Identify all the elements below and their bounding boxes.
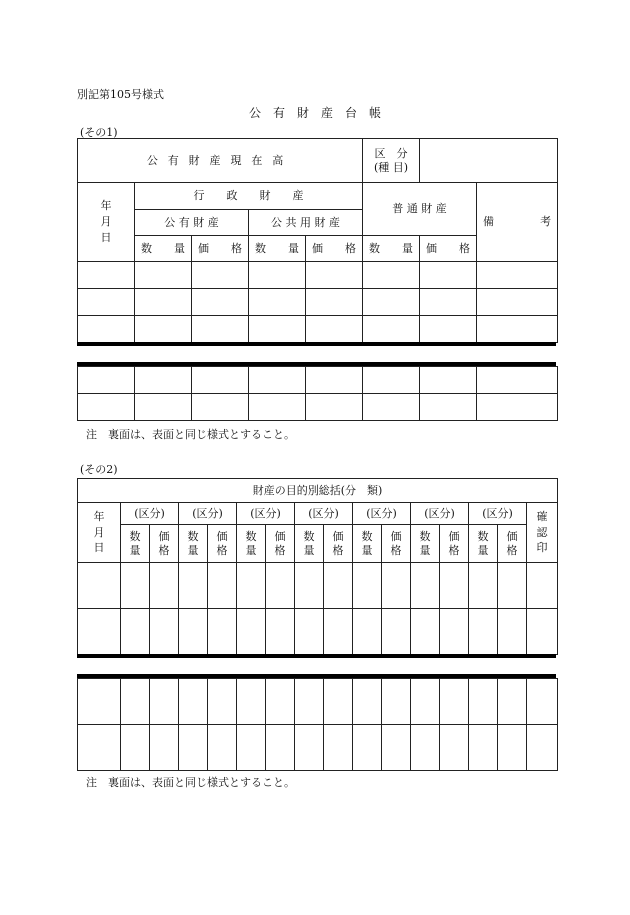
quantity-header: 数 量 <box>469 525 498 563</box>
gyosei-label: 行 政 財 産 <box>193 189 304 203</box>
table-cell[interactable] <box>469 609 498 655</box>
table-cell[interactable] <box>135 316 192 343</box>
table-cell[interactable] <box>266 679 295 725</box>
table-cell[interactable] <box>411 725 440 771</box>
price-header: 価 格 <box>324 525 353 563</box>
table-cell[interactable] <box>527 563 558 609</box>
table-cell[interactable] <box>192 367 249 394</box>
quantity-header: 数 量 <box>363 236 420 262</box>
part2-label: (その2) <box>80 463 118 476</box>
date-label-day: 日 <box>100 230 112 244</box>
table-cell[interactable] <box>237 609 266 655</box>
date-label-month: 月 <box>93 525 105 539</box>
quantity-header: 数 量 <box>121 525 150 563</box>
table-cell[interactable] <box>295 679 324 725</box>
page-title: 公 有 財 産 台 帳 <box>248 106 381 120</box>
quantity-header: 数 量 <box>237 525 266 563</box>
table-cell[interactable] <box>477 289 558 316</box>
ledger-table-2-continued <box>77 678 558 771</box>
kubun-header: (区分) <box>121 503 179 525</box>
table-cell[interactable] <box>150 609 179 655</box>
price-header: 価 格 <box>420 236 477 262</box>
table-cell[interactable] <box>208 725 237 771</box>
table-cell[interactable] <box>266 609 295 655</box>
table-cell[interactable] <box>208 679 237 725</box>
koyu-label-cell <box>135 210 249 236</box>
table-cell[interactable] <box>179 563 208 609</box>
table-cell[interactable] <box>249 394 306 421</box>
kubun-sub-label: (種 目) <box>374 160 409 174</box>
table-cell[interactable] <box>363 316 420 343</box>
summary-label: 公有財産現在高 <box>146 153 294 167</box>
table-cell[interactable] <box>411 609 440 655</box>
table-cell[interactable] <box>192 394 249 421</box>
date-label-cell <box>78 183 135 262</box>
kokyo-label-cell <box>249 210 363 236</box>
table-cell[interactable] <box>382 725 411 771</box>
table-cell[interactable] <box>179 679 208 725</box>
kubun-label-cell <box>363 139 420 183</box>
table-cell[interactable] <box>121 679 150 725</box>
table-cell[interactable] <box>121 725 150 771</box>
table-cell[interactable] <box>420 394 477 421</box>
form-label: 別記第105号様式 <box>77 88 164 101</box>
table-cell[interactable] <box>498 679 527 725</box>
table-cell[interactable] <box>353 609 382 655</box>
table-cell[interactable] <box>477 316 558 343</box>
table-cell[interactable] <box>353 725 382 771</box>
table-cell[interactable] <box>477 394 558 421</box>
table-cell[interactable] <box>295 725 324 771</box>
kubun-header: (区分) <box>179 503 237 525</box>
table-cell[interactable] <box>306 316 363 343</box>
table-row <box>78 679 558 725</box>
table-cell[interactable] <box>150 679 179 725</box>
table-cell[interactable] <box>363 394 420 421</box>
table-cell[interactable] <box>477 367 558 394</box>
table-cell[interactable] <box>306 367 363 394</box>
table-cell[interactable] <box>78 609 121 655</box>
part2-header: 財産の目的別総括(分 類) <box>252 483 383 497</box>
price-header: 価 格 <box>192 236 249 262</box>
table-cell[interactable] <box>266 725 295 771</box>
table-cell[interactable] <box>382 563 411 609</box>
table-cell[interactable] <box>237 725 266 771</box>
table-cell[interactable] <box>498 609 527 655</box>
table-cell[interactable] <box>363 289 420 316</box>
table-cell[interactable] <box>411 679 440 725</box>
table-cell[interactable] <box>440 725 469 771</box>
table-cell[interactable] <box>135 394 192 421</box>
price-header: 価 格 <box>382 525 411 563</box>
table-cell[interactable] <box>237 679 266 725</box>
table-cell[interactable] <box>420 367 477 394</box>
table-cell[interactable] <box>249 367 306 394</box>
table-cell[interactable] <box>150 725 179 771</box>
table-row <box>78 609 558 655</box>
biko-label-cell <box>477 183 558 262</box>
quantity-header: 数 量 <box>353 525 382 563</box>
break-line <box>77 342 556 346</box>
price-header: 価 格 <box>266 525 295 563</box>
kubun-header: (区分) <box>411 503 469 525</box>
table-cell[interactable] <box>135 367 192 394</box>
kubun-label: 区 分 <box>374 146 408 160</box>
table-cell[interactable] <box>527 609 558 655</box>
quantity-header: 数 量 <box>179 525 208 563</box>
kubun-header: (区分) <box>469 503 527 525</box>
quantity-header: 数 量 <box>249 236 306 262</box>
note-1: 注 裏面は、表面と同じ様式とすること。 <box>86 428 295 441</box>
table-cell[interactable] <box>382 679 411 725</box>
table-cell[interactable] <box>78 679 121 725</box>
summary-label-cell <box>78 139 363 183</box>
price-header: 価 格 <box>306 236 363 262</box>
table-cell[interactable] <box>353 563 382 609</box>
table-cell[interactable] <box>78 262 135 289</box>
table-cell[interactable] <box>324 609 353 655</box>
table-cell[interactable] <box>121 563 150 609</box>
table-cell[interactable] <box>469 563 498 609</box>
table-cell[interactable] <box>192 316 249 343</box>
table-cell[interactable] <box>249 289 306 316</box>
table-cell[interactable] <box>440 563 469 609</box>
table-cell[interactable] <box>382 609 411 655</box>
table-cell[interactable] <box>179 609 208 655</box>
table-row <box>78 394 558 421</box>
table-cell[interactable] <box>420 262 477 289</box>
table-cell[interactable] <box>420 316 477 343</box>
table-cell[interactable] <box>411 563 440 609</box>
biko-label-2: 考 <box>540 215 552 229</box>
break-line <box>77 654 556 658</box>
part2-header-cell <box>78 479 558 503</box>
table-cell[interactable] <box>498 563 527 609</box>
table-cell[interactable] <box>237 563 266 609</box>
table-cell[interactable] <box>135 289 192 316</box>
gyosei-label-cell <box>135 183 363 210</box>
kubun-value-cell[interactable] <box>420 139 558 183</box>
table-row <box>78 262 558 289</box>
table-cell[interactable] <box>78 316 135 343</box>
note-2: 注 裏面は、表面と同じ様式とすること。 <box>86 776 295 789</box>
table-row <box>78 316 558 343</box>
table-cell[interactable] <box>477 262 558 289</box>
table-cell[interactable] <box>295 609 324 655</box>
part1-label: (その1) <box>80 126 118 139</box>
table-cell[interactable] <box>324 679 353 725</box>
table-cell[interactable] <box>295 563 324 609</box>
date-label-day: 日 <box>93 541 105 555</box>
table-cell[interactable] <box>440 609 469 655</box>
table-cell[interactable] <box>78 289 135 316</box>
table-cell[interactable] <box>440 679 469 725</box>
table-cell[interactable] <box>469 725 498 771</box>
table-cell[interactable] <box>121 609 150 655</box>
kokyo-label: 公 共 用 財 産 <box>271 215 341 229</box>
table-cell[interactable] <box>469 679 498 725</box>
price-header: 価 格 <box>440 525 469 563</box>
ledger-table-1-continued <box>77 366 558 421</box>
table-cell[interactable] <box>527 725 558 771</box>
table-cell[interactable] <box>527 679 558 725</box>
date-label-month: 月 <box>100 215 112 229</box>
table-row <box>78 367 558 394</box>
table-cell[interactable] <box>306 289 363 316</box>
table-cell[interactable] <box>249 316 306 343</box>
quantity-header: 数 量 <box>135 236 192 262</box>
confirm-label-cell: 確 認 印 <box>527 503 558 563</box>
table-cell[interactable] <box>249 262 306 289</box>
kubun-header: (区分) <box>237 503 295 525</box>
table-cell[interactable] <box>363 262 420 289</box>
ledger-table-2 <box>77 478 558 655</box>
date-label-year: 年 <box>93 509 105 523</box>
table-cell[interactable] <box>78 367 135 394</box>
table-cell[interactable] <box>324 563 353 609</box>
quantity-header: 数 量 <box>411 525 440 563</box>
table-cell[interactable] <box>498 725 527 771</box>
ledger-table-1 <box>77 138 558 343</box>
table-row <box>78 725 558 771</box>
futsu-label: 普 通 財 産 <box>392 202 447 216</box>
table-cell[interactable] <box>353 679 382 725</box>
table-cell[interactable] <box>78 725 121 771</box>
table-cell[interactable] <box>150 563 179 609</box>
table-cell[interactable] <box>135 262 192 289</box>
table-cell[interactable] <box>306 262 363 289</box>
table-row <box>78 289 558 316</box>
koyu-label: 公 有 財 産 <box>164 215 219 229</box>
price-header: 価 格 <box>150 525 179 563</box>
table-cell[interactable] <box>208 609 237 655</box>
table-cell[interactable] <box>363 367 420 394</box>
table-cell[interactable] <box>78 394 135 421</box>
table-row <box>78 563 558 609</box>
table-cell[interactable] <box>179 725 208 771</box>
quantity-header: 数 量 <box>295 525 324 563</box>
futsu-label-cell <box>363 183 477 236</box>
table-cell[interactable] <box>78 563 121 609</box>
kubun-header: (区分) <box>353 503 411 525</box>
table-cell[interactable] <box>192 289 249 316</box>
table-cell[interactable] <box>306 394 363 421</box>
table-cell[interactable] <box>266 563 295 609</box>
price-header: 価 格 <box>208 525 237 563</box>
table-cell[interactable] <box>420 289 477 316</box>
table-cell[interactable] <box>324 725 353 771</box>
kubun-header: (区分) <box>295 503 353 525</box>
date-label-year: 年 <box>100 199 112 213</box>
table-cell[interactable] <box>192 262 249 289</box>
biko-label-1: 備 <box>483 215 495 229</box>
price-header: 価 格 <box>498 525 527 563</box>
table-cell[interactable] <box>208 563 237 609</box>
date-label-cell <box>78 503 121 563</box>
